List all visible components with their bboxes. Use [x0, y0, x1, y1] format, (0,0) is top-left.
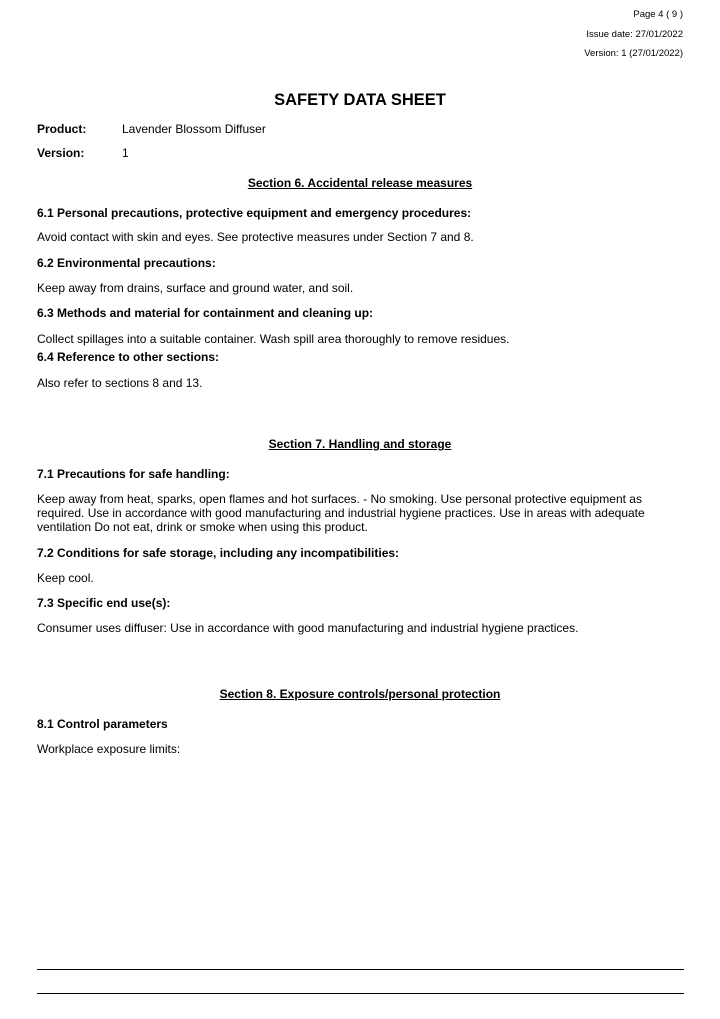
page-number: Page 4 ( 9 ): [633, 9, 683, 20]
section-6-2-heading: 6.2 Environmental precautions:: [37, 256, 216, 270]
section-6-1-heading: 6.1 Personal precautions, protective equipment and emergency procedures:: [37, 206, 472, 220]
section-6-4-text: Also refer to sections 8 and 13.: [37, 376, 203, 390]
section-7-heading: Section 7. Handling and storage: [268, 437, 452, 451]
section-8-heading: Section 8. Exposure controls/personal protection: [219, 687, 501, 701]
issue-date: Issue date: 27/01/2022: [586, 29, 683, 40]
section-6-3-heading: 6.3 Methods and material for containment and cleaning up:: [37, 306, 374, 320]
section-8-1-heading: 8.1 Control parameters: [37, 717, 168, 731]
section-6-3-text: Collect spillages into a suitable container. Wash spill area thoroughly to remove residues.: [37, 332, 510, 346]
section-7-3-text: Consumer uses diffuser: Use in accordance with good manufacturing and industrial hygiene practices.: [37, 621, 579, 635]
section-8-1-text: Workplace exposure limits:: [37, 742, 181, 756]
section-7-1-text-line-1: Keep away from heat, sparks, open flames and hot surfaces. - No smoking. Use personal protective equipment as: [37, 492, 642, 506]
section-6-4-heading: 6.4 Reference to other sections:: [37, 350, 220, 364]
section-7-1-heading: 7.1 Precautions for safe handling:: [37, 467, 230, 481]
footer-rule-bottom: [37, 993, 684, 994]
section-7-1-text-line-3: ventilation Do not eat, drink or smoke when using this product.: [37, 520, 368, 534]
footer-rule-top: [37, 969, 684, 970]
section-6-2-text: Keep away from drains, surface and ground water, and soil.: [37, 281, 354, 295]
section-7-2-heading: 7.2 Conditions for safe storage, including any incompatibilities:: [37, 546, 400, 560]
version-value: 1: [122, 146, 129, 160]
section-7-2-text: Keep cool.: [37, 571, 94, 585]
section-6-heading: Section 6. Accidental release measures: [247, 176, 473, 190]
product-value: Lavender Blossom Diffuser: [122, 122, 266, 136]
document-version: Version: 1 (27/01/2022): [584, 48, 683, 59]
document-title: SAFETY DATA SHEET: [274, 91, 446, 109]
section-7-3-heading: 7.3 Specific end use(s):: [37, 596, 171, 610]
product-label: Product:: [37, 122, 87, 136]
section-6-1-text: Avoid contact with skin and eyes. See protective measures under Section 7 and 8.: [37, 230, 474, 244]
version-label: Version:: [37, 146, 85, 160]
section-7-1-text-line-2: required. Use in accordance with good manufacturing and industrial hygiene practices. Use in areas with adequate: [37, 506, 645, 520]
